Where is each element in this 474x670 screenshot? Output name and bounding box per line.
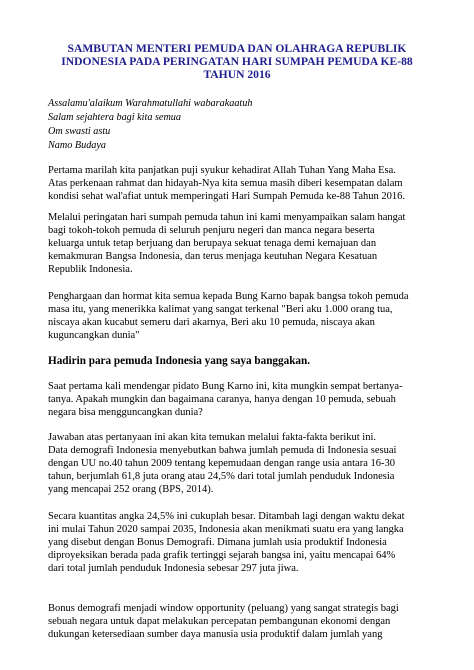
- paragraph-line: Penghargaan dan hormat kita semua kepada Bung Karno bapak bangsa tokoh pemuda: [48, 291, 409, 302]
- paragraph-line: keluarga untuk tetap berjuang dan berupaya sekuat tenaga demi kemajuan dan: [48, 238, 377, 250]
- paragraph-demography-data: [48, 431, 428, 496]
- paragraph-line: diproyeksikan berada pada grafik tertinggi sejarah bangsa ini, yaitu mencapai 64%: [48, 550, 396, 562]
- paragraph-line: tanya. Apakah mungkin dan bagaimana caranya, hanya dengan 10 pemuda, sebuah: [48, 394, 396, 406]
- paragraph-line: Jawaban atas pertanyaan ini akan kita temukan melalui fakta-fakta berikut ini.: [48, 432, 376, 443]
- paragraph-line: dukungan ketersediaan sumber daya manusia usia produktif dalam jumlah yang: [48, 629, 383, 641]
- paragraph-line: Data demografi Indonesia menyebutkan bahwa jumlah pemuda di Indonesia sesuai: [48, 445, 397, 457]
- paragraph-line: kuguncangkan dunia": [48, 330, 140, 342]
- greeting-line: Namo Budaya: [48, 140, 107, 151]
- paragraph-line: yang disebut dengan Bonus Demografi. Dimana jumlah usia produktif Indonesia: [48, 537, 387, 549]
- paragraph-bung-karno: [48, 290, 428, 342]
- paragraph-line: Melalui peringatan hari sumpah pemuda tahun ini kami menyampaikan salam hangat: [48, 212, 406, 223]
- paragraph-line: Republik Indonesia.: [48, 264, 133, 276]
- paragraph-line: ini mulai Tahun 2020 sampai 2035, Indonesia akan menikmati suatu era yang langka: [48, 524, 404, 536]
- paragraph-line: kemakmuran Bangsa Indonesia, dan terus menjaga keutuhan Negara Kesatuan: [48, 251, 378, 263]
- greeting-line: Om swasti astu: [48, 126, 111, 137]
- paragraph-line: kondisi sehat wal'afiat untuk memperingati Hari Sumpah Pemuda ke-88 Tahun 2016.: [48, 191, 406, 203]
- paragraph-line: Pertama marilah kita panjatkan puji syukur kehadirat Allah Tuhan Yang Maha Esa.: [48, 165, 396, 176]
- paragraph-line: yang mencapai 252 orang (BPS, 2014).: [48, 484, 214, 496]
- paragraph-line: Saat pertama kali mendengar pidato Bung Karno ini, kita mungkin sempat bertanya-: [48, 381, 403, 392]
- document-title: SAMBUTAN MENTERI PEMUDA DAN OLAHRAGA REPUBLIK INDONESIA PADA PERINGATAN HARI SUMPAH PEMUDA KE-88 TAHUN 2016: [61, 42, 413, 81]
- paragraph-line: niscaya akan kucabut semeru dari akarnya, Beri aku 10 pemuda, niscaya akan: [48, 317, 375, 329]
- paragraph-question: [48, 380, 428, 419]
- section-heading: Hadirin para pemuda Indonesia yang saya banggakan.: [48, 355, 311, 367]
- greeting-line: Salam sejahtera bagi kita semua: [48, 112, 181, 123]
- paragraph-line: negara bisa mengguncangkan dunia?: [48, 407, 203, 419]
- paragraph-line: masa itu, yang menerikka kalimat yang sangat terkenal "Beri aku 1.000 orang tua,: [48, 304, 393, 316]
- greeting-line: Assalamu'alaikum Warahmatullahi wabarakaatuh: [48, 98, 253, 109]
- paragraph-greeting-message: [48, 211, 428, 276]
- paragraph-line: sebuah negara untuk dapat melakukan percepatan pembangunan ekonomi dengan: [48, 616, 391, 628]
- paragraph-demographic-bonus: [48, 510, 428, 575]
- greetings-block: [48, 97, 428, 153]
- paragraph-line: bagi tokoh-tokoh pemuda di seluruh penjuru negeri dan manca negara beserta: [48, 225, 375, 237]
- paragraph-line: Atas perkenaan rahmat dan hidayah-Nya kita semua masih diberi kesempatan dalam: [48, 178, 403, 190]
- paragraph-line: dari total jumlah penduduk Indonesia sebesar 297 juta jiwa.: [48, 563, 299, 575]
- paragraph-line: tahun, berjumlah 61,8 juta orang atau 24,5% dari total jumlah penduduk Indonesia: [48, 471, 395, 483]
- paragraph-opening: [48, 164, 428, 203]
- paragraph-line: Bonus demografi menjadi window opportunity (peluang) yang sangat strategis bagi: [48, 603, 399, 614]
- paragraph-line: dengan UU no.40 tahun 2009 tentang kepemudaan dengan range usia antara 16-30: [48, 458, 395, 470]
- paragraph-line: Secara kuantitas angka 24,5% ini cukuplah besar. Ditambah lagi dengan waktu dekat: [48, 511, 405, 522]
- paragraph-window-opportunity: [48, 602, 428, 641]
